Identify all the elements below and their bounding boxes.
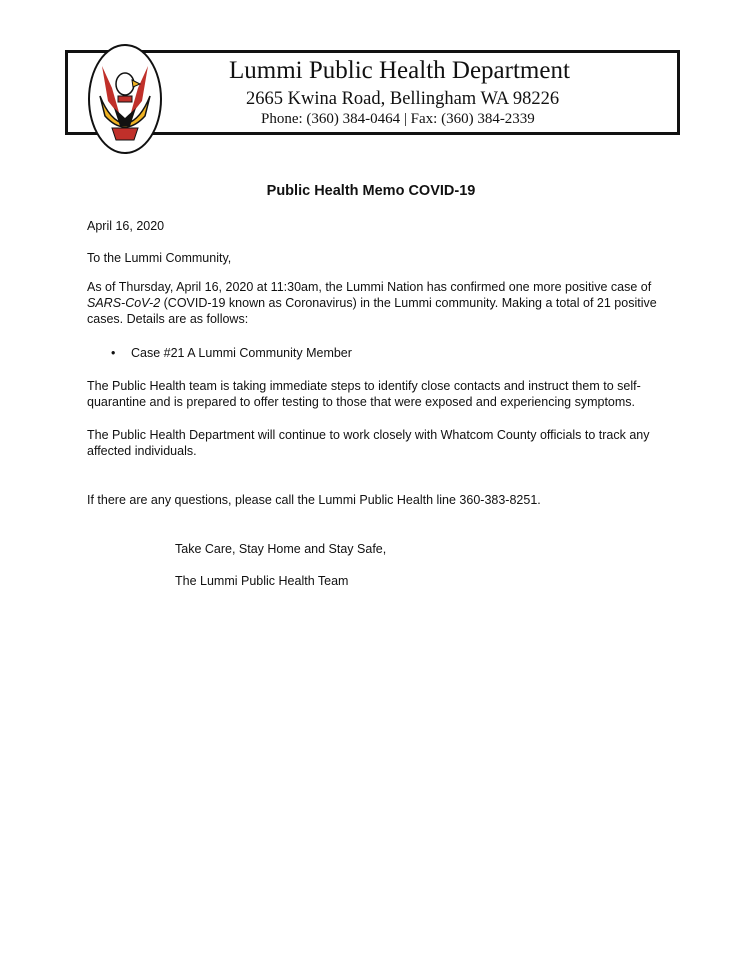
- memo-date: April 16, 2020: [87, 219, 165, 233]
- eagle-emblem-icon: [88, 44, 162, 154]
- paragraph-3-line: The Public Health Department will continue to work closely with Whatcom County officials to track any: [87, 428, 650, 442]
- paragraph-2-line: quarantine and is prepared to offer testing to those that were exposed and experiencing symptoms.: [87, 395, 636, 409]
- paragraph-1-text: (COVID-19 known as Coronavirus) in the Lummi community. Making a total of 21 positive: [160, 296, 657, 310]
- paragraph-1-line: As of Thursday, April 16, 2020 at 11:30am, the Lummi Nation has confirmed one more positive case of: [87, 280, 652, 294]
- bullet-icon: •: [111, 346, 116, 360]
- memo-title: Public Health Memo COVID-19: [266, 183, 476, 199]
- signature: The Lummi Public Health Team: [175, 574, 349, 588]
- bullet-item: Case #21 A Lummi Community Member: [131, 346, 352, 360]
- org-name: Lummi Public Health Department: [229, 57, 570, 84]
- paragraph-1-line: [87, 295, 657, 311]
- paragraph-1-line: cases. Details are as follows:: [87, 312, 249, 326]
- salutation: To the Lummi Community,: [87, 251, 232, 265]
- paragraph-3-line: affected individuals.: [87, 444, 197, 458]
- virus-name: SARS-CoV-2: [87, 296, 161, 310]
- org-address: 2665 Kwina Road, Bellingham WA 98226: [246, 89, 560, 109]
- closing: Take Care, Stay Home and Stay Safe,: [175, 542, 387, 556]
- paragraph-4: If there are any questions, please call the Lummi Public Health line 360-383-8251.: [87, 493, 541, 507]
- paragraph-2-line: The Public Health team is taking immediate steps to identify close contacts and instruct them to self-: [87, 379, 641, 393]
- org-contact: Phone: (360) 384-0464 | Fax: (360) 384-2339: [261, 111, 535, 127]
